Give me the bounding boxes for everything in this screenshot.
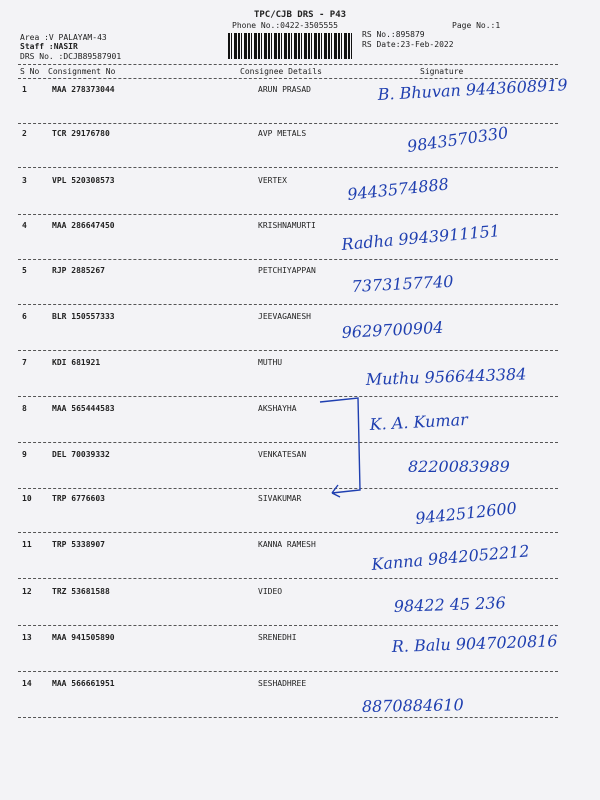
handwritten-signature: 9843570330 — [405, 122, 510, 156]
handwritten-signature: B. Bhuvan 9443608919 — [377, 75, 569, 104]
page-number: Page No.:1 — [452, 21, 501, 30]
row-consignment-number: VPL 520308573 — [52, 176, 115, 185]
column-consignment: Consignment No — [48, 67, 116, 76]
row-consignee-name: SRENEDHI — [258, 633, 297, 642]
row-consignment-number: MAA 566661951 — [52, 679, 115, 688]
row-consignee-name: AVP METALS — [258, 129, 307, 138]
staff-label: Staff :NASIR — [20, 42, 78, 51]
sheet-title: TPC/CJB DRS - P43 — [253, 10, 347, 20]
row-consignee-name: AKSHAYHA — [258, 404, 297, 413]
row-serial-number: 11 — [22, 540, 32, 549]
row-serial-number: 6 — [22, 312, 27, 321]
row-serial-number: 10 — [22, 494, 32, 503]
rs-date: RS Date:23-Feb-2022 — [362, 40, 454, 49]
row-consignee-name: VIDEO — [258, 587, 283, 596]
row-serial-number: 2 — [22, 129, 27, 138]
row-consignment-number: MAA 941505890 — [52, 633, 115, 642]
handwritten-signature: Kanna 9842052212 — [370, 541, 531, 574]
row-serial-number: 3 — [22, 176, 27, 185]
row-consignment-number: TRP 6776603 — [52, 494, 105, 503]
handwritten-signature: 8870884610 — [361, 695, 464, 716]
row-serial-number: 7 — [22, 358, 27, 367]
row-serial-number: 4 — [22, 221, 27, 230]
row-serial-number: 5 — [22, 266, 27, 275]
row-consignee-name: SESHADHREE — [258, 679, 307, 688]
row-serial-number: 14 — [22, 679, 32, 688]
handwritten-signature: Radha 9943911151 — [340, 221, 501, 254]
column-consignee: Consignee Details — [240, 67, 322, 76]
area-label: Area :V PALAYAM-43 — [20, 33, 107, 42]
handwritten-signature: 9629700904 — [341, 317, 444, 342]
row-consignment-number: MAA 565444583 — [52, 404, 115, 413]
row-consignment-number: BLR 150557333 — [52, 312, 115, 321]
handwritten-signature: 98422 45 236 — [393, 593, 507, 616]
bracket-arrow — [332, 485, 340, 497]
rs-number: RS No.:895879 — [362, 30, 425, 39]
column-sno: S No — [20, 67, 40, 76]
row-consignment-number: MAA 286647450 — [52, 221, 115, 230]
phone-number: Phone No.:0422-3505555 — [232, 21, 338, 30]
handwritten-signature: K. A. Kumar — [369, 409, 469, 434]
row-consignee-name: VENKATESAN — [258, 450, 307, 459]
row-consignee-name: VERTEX — [258, 176, 287, 185]
row-serial-number: 9 — [22, 450, 27, 459]
handwritten-signature: 9443574888 — [346, 174, 450, 204]
row-consignment-number: RJP 2885267 — [52, 266, 105, 275]
drs-number: DRS No. :DCJB89587901 — [20, 52, 122, 61]
handwritten-signature: 9442512600 — [414, 498, 518, 528]
row-serial-number: 12 — [22, 587, 32, 596]
row-consignee-name: KANNA RAMESH — [258, 540, 316, 549]
row-consignment-number: TRP 5338907 — [52, 540, 105, 549]
row-consignee-name: MUTHU — [258, 358, 283, 367]
handwritten-signature: 7373157740 — [351, 271, 454, 296]
bracket-mark — [320, 398, 360, 493]
handwritten-signature: 8220083989 — [408, 457, 510, 476]
row-consignee-name: JEEVAGANESH — [258, 312, 311, 321]
row-consignment-number: MAA 278373044 — [52, 85, 115, 94]
row-consignment-number: TCR 29176780 — [52, 129, 110, 138]
handwritten-signature: Muthu 9566443384 — [365, 364, 527, 389]
row-consignee-name: PETCHIYAPPAN — [258, 266, 316, 275]
handwritten-signature: R. Balu 9047020816 — [391, 631, 558, 656]
row-consignment-number: DEL 70039332 — [52, 450, 110, 459]
row-consignee-name: ARUN PRASAD — [258, 85, 311, 94]
row-consignment-number: KDI 681921 — [52, 358, 101, 367]
row-serial-number: 8 — [22, 404, 27, 413]
row-consignee-name: KRISHNAMURTI — [258, 221, 316, 230]
row-consignee-name: SIVAKUMAR — [258, 494, 302, 503]
column-signature: Signature — [420, 67, 464, 76]
row-serial-number: 1 — [22, 85, 27, 94]
row-serial-number: 13 — [22, 633, 32, 642]
row-consignment-number: TRZ 53681588 — [52, 587, 110, 596]
